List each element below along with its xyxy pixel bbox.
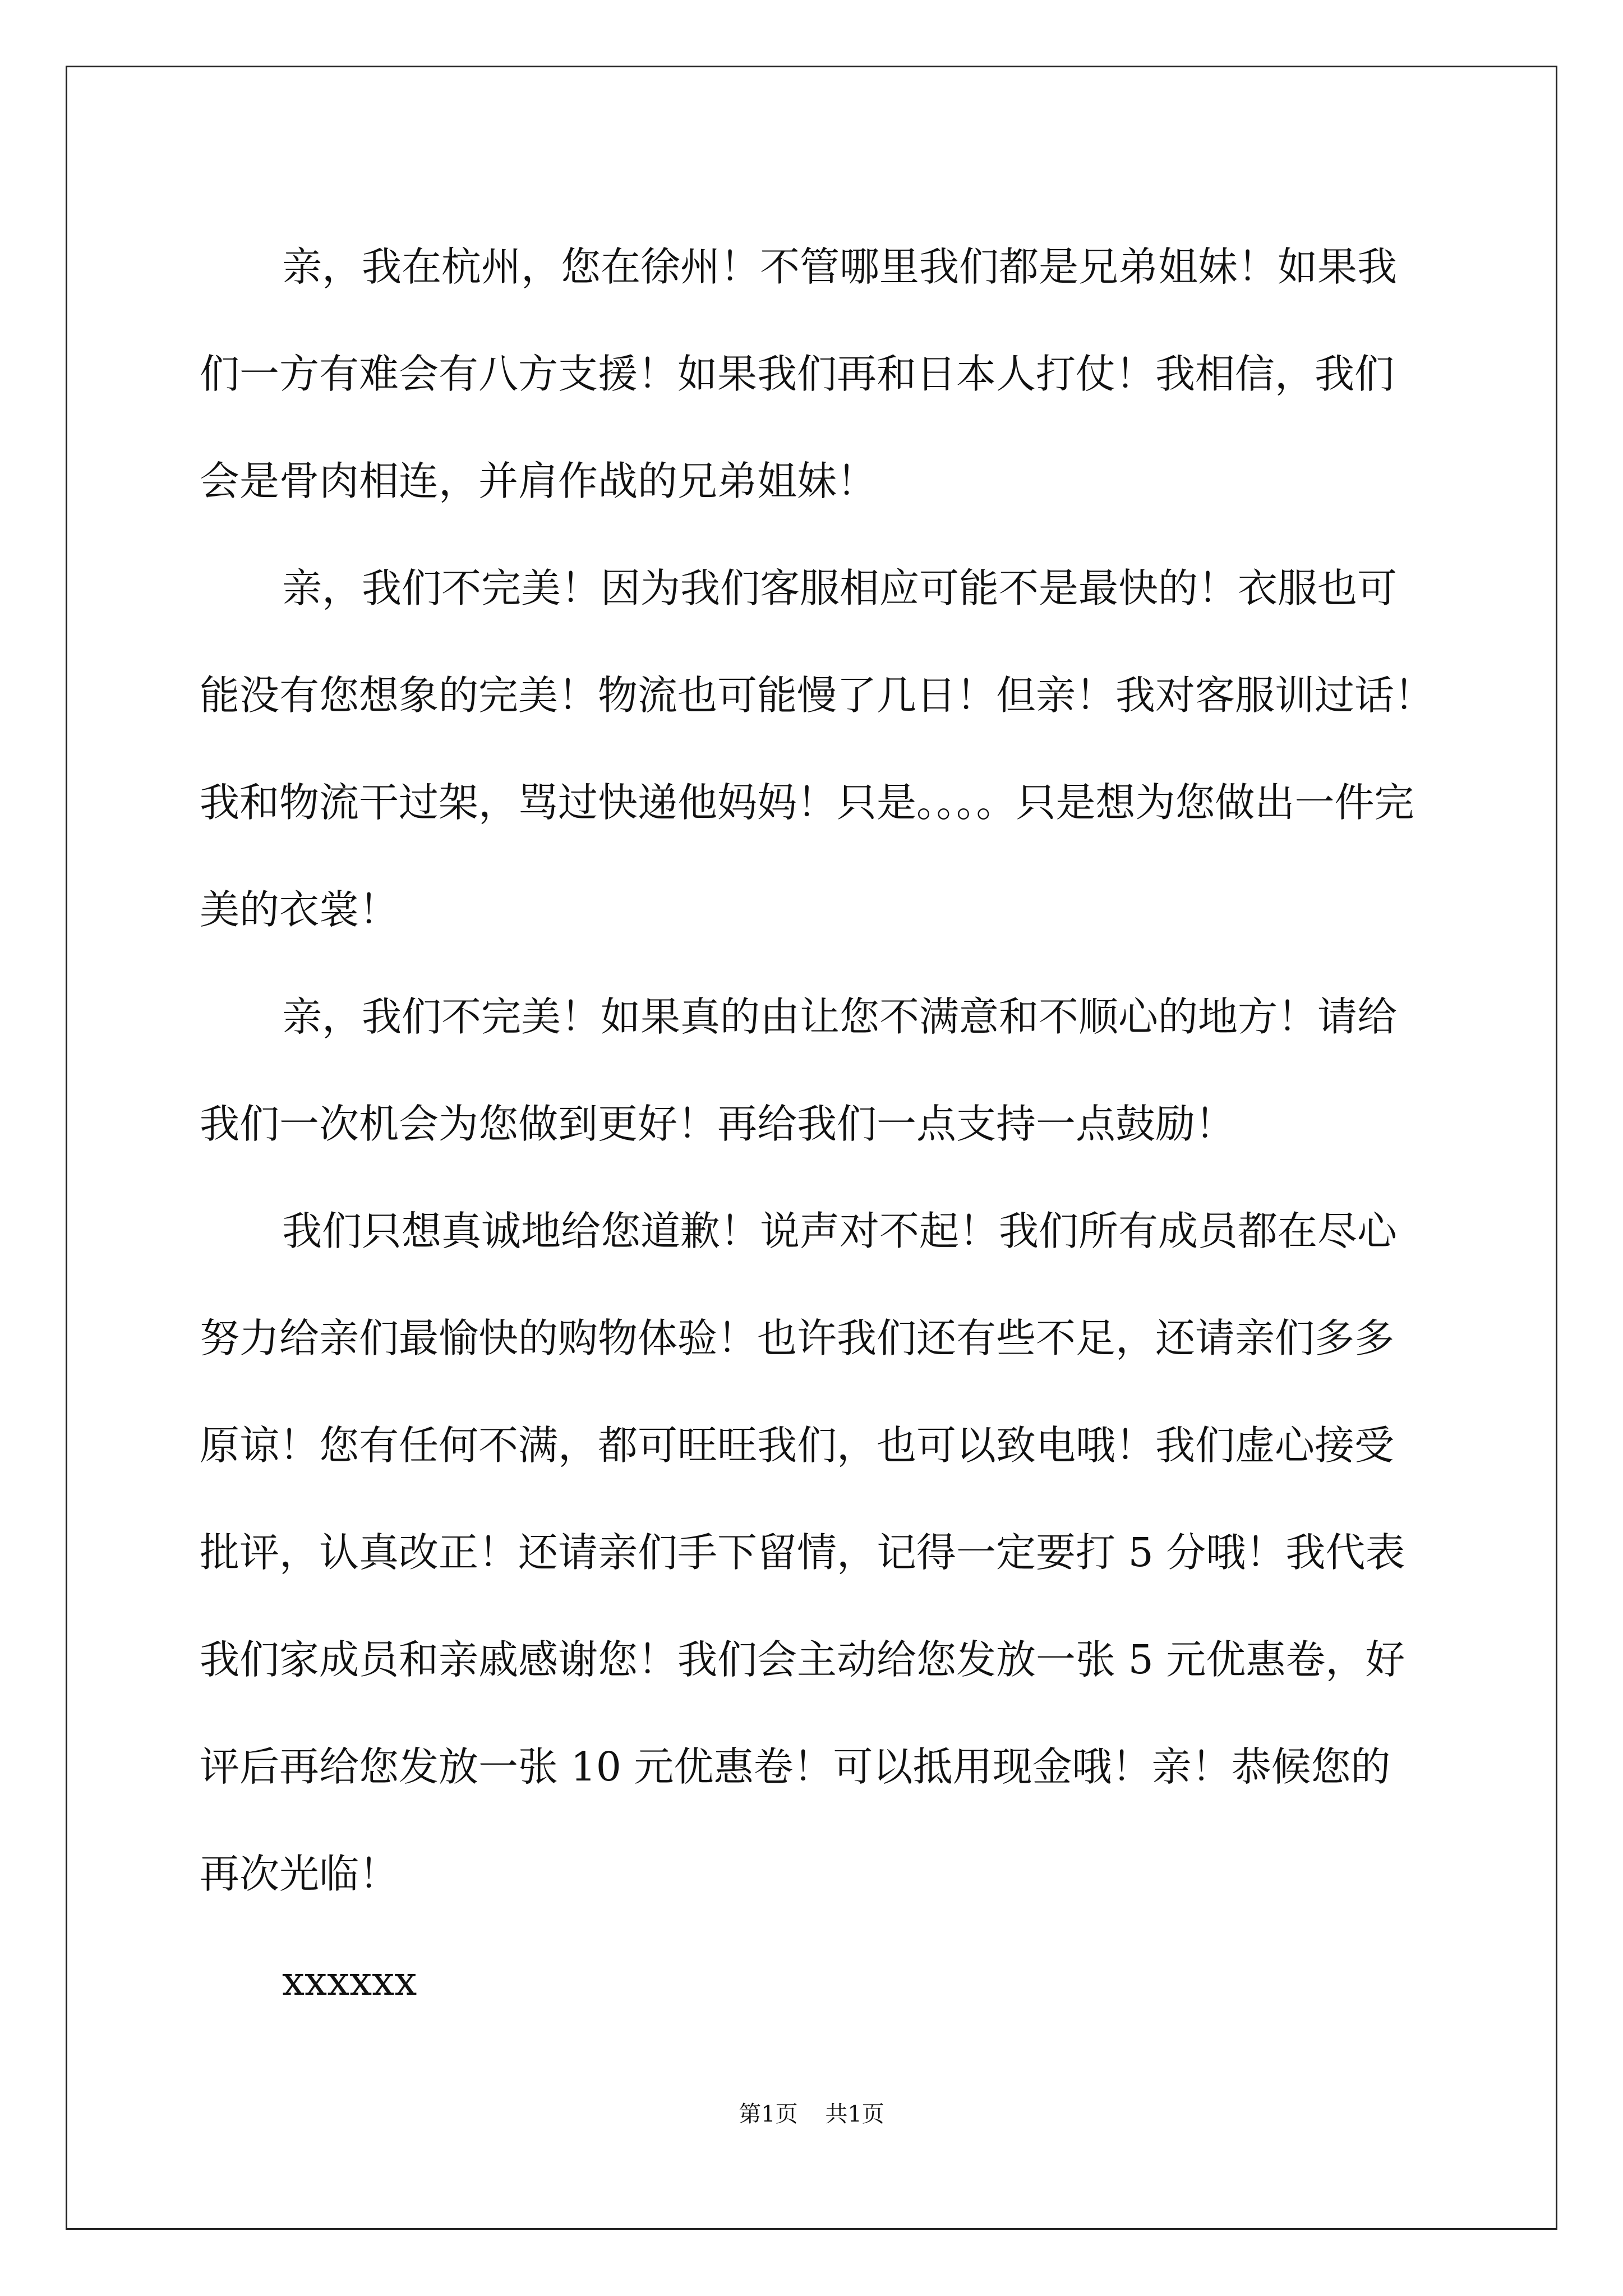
text-line: 亲，我们不完美！因为我们客服相应可能不是最快的！衣服也可 — [282, 565, 1398, 611]
signature: xxxxxx — [282, 1958, 417, 2004]
text-line: 再次光临！ — [200, 1851, 399, 1897]
text-line: 我们只想真诚地给您道歉！说声对不起！我们所有成员都在尽心 — [282, 1208, 1398, 1254]
text-line: 们一方有难会有八方支援！如果我们再和日本人打仗！我相信，我们 — [200, 351, 1395, 397]
page-total: 共1页 — [825, 2101, 884, 2127]
text-line: 评后再给您发放一张 10 元优惠卷！可以抵用现金哦！亲！恭候您的 — [200, 1743, 1391, 1790]
paragraph-1 — [200, 213, 1461, 535]
page-footer — [0, 2096, 1623, 2128]
paragraph-2 — [200, 535, 1461, 963]
text-line: 原谅！您有任何不满，都可旺旺我们，也可以致电哦！我们虚心接受 — [200, 1422, 1395, 1469]
text-line: 我们一次机会为您做到更好！再给我们一点支持一点鼓励！ — [200, 1101, 1235, 1147]
text-line: 美的衣裳！ — [200, 886, 399, 933]
document-body — [200, 213, 1461, 2035]
paragraph-4 — [200, 1177, 1461, 1927]
text-line: 亲，我们不完美！如果真的由让您不满意和不顺心的地方！请给 — [282, 993, 1398, 1040]
text-line: 批评，认真改正！还请亲们手下留情，记得一定要打 5 分哦！我代表 — [200, 1529, 1405, 1576]
page-number: 第1页 — [739, 2101, 798, 2127]
text-line: 我和物流干过架，骂过快递他妈妈！只是。。。。只是想为您做出一件完 — [200, 779, 1414, 826]
text-line: 亲，我在杭州，您在徐州！不管哪里我们都是兄弟姐妹！如果我 — [282, 243, 1398, 290]
text-line: 努力给亲们最愉快的购物体验！也许我们还有些不足，还请亲们多多 — [200, 1315, 1395, 1361]
text-line: 会是骨肉相连，并肩作战的兄弟姐妹！ — [200, 458, 877, 504]
text-line: 能没有您想象的完美！物流也可能慢了几日！但亲！我对客服训过话！ — [200, 672, 1435, 719]
text-line: 我们家成员和亲戚感谢您！我们会主动给您发放一张 5 元优惠卷，好 — [200, 1636, 1405, 1683]
paragraph-3 — [200, 963, 1461, 1177]
